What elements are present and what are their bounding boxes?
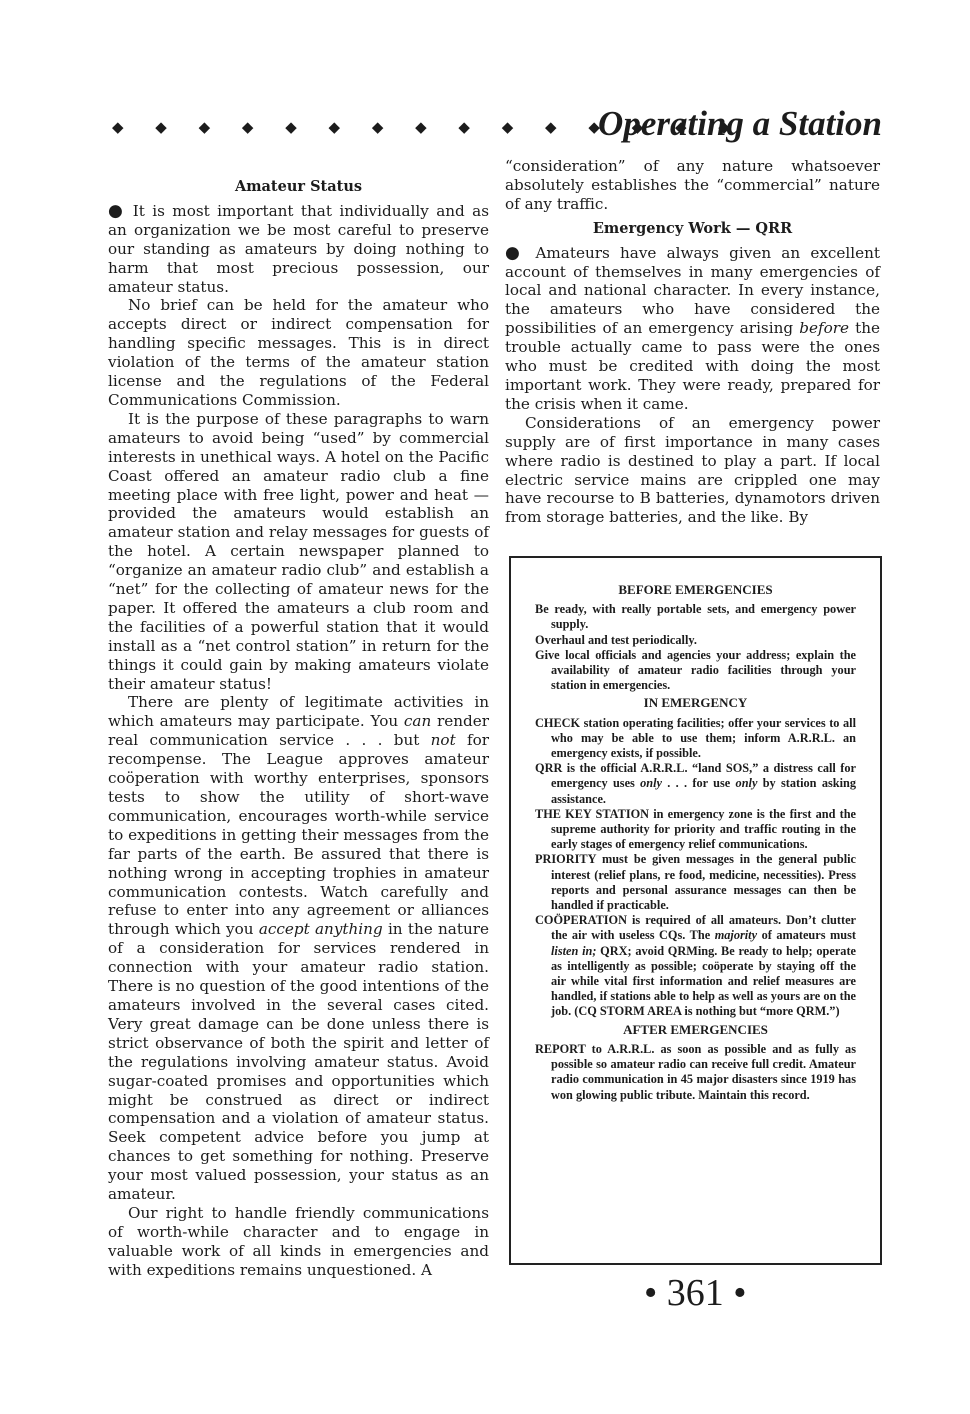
box-item: Be ready, with really portable sets, and emergency power supply. — [535, 602, 856, 632]
paragraph: “consideration” of any nature whatsoever absolutely establishes the “commercial” nature of any traffic. — [505, 157, 880, 213]
paragraph: ● Amateurs have always given an excellent account of themselves in many emergencies of local and national character. In every instance, the amateurs who have considered the possibilities of an emergency arising before the trouble actually came to pass were the ones who must be credited with doing the most important work. They were ready, prepared for the crisis when it came. — [505, 242, 880, 413]
left-column — [108, 172, 489, 1280]
paragraph: ● It is most important that individually and as an organization we be most careful to preserve our standing as amateurs by doing nothing to harm that most precious possession, our amateur status. — [108, 200, 490, 296]
box-item: QRR is the official A.R.R.L. “land SOS,” a distress call for emergency uses only . . . for use only by station asking assistance. — [535, 761, 856, 806]
page-number: • 361 • — [644, 1272, 747, 1314]
paragraph: There are plenty of legitimate activities in which amateurs may participate. You can render real communication service . . . but not for recompense. The League approves amateur coöperation with worthy enterprises, sponsors tests to show the utility of short-wave communication, encourages worth-while service to expeditions in getting their messages from the far parts of the earth. Be assured that there is nothing wrong in accepting trophies in amateur communication contests. Watch carefully and refuse to enter into any agreement or alliances through which you accept anything in the nature of a consideration for services rendered in connection with your amateur radio station. There is no question of the good intentions of the amateurs involved in the several cases cited. Very great damage can be done unless there is strict observance of both the spirit and letter of the regulations involving amateur status. Avoid sugar-coated promises and opportunities which might be construed as direct or indirect compensation and a violation of amateur status. Seek competent advice before you jump at chances to get something for nothing. Preserve your most valued possession, your status as an amateur. — [108, 693, 489, 1204]
paragraph: It is the purpose of these paragraphs to warn amateurs to avoid being “used” by commercial interests in unethical ways. A hotel on the Pacific Coast offered an amateur radio club a fine meeting place with free light, power and heat — provided the amateurs would establish an amateur station and relay messages for guests of the hotel. A certain newspaper planned to “organize an amateur radio club” and establish a “net” for the collecting of amateur news for the paper. It offered the amateurs a club room and the facilities of a powerful station that it would install as a “net control station” in return for the things it could gain by making amateurs violate their amateur status! — [108, 409, 489, 693]
paragraph: Considerations of an emergency power supply are of first importance in many cases where radio is destined to play a part. If local electric service mains are crippled one may have recourse to B batteries, dynamotors driven from storage batteries, and the like. By — [505, 413, 880, 527]
box-heading-after: AFTER EMERGENCIES — [623, 1021, 768, 1037]
emergency-checklist-box — [509, 556, 882, 1265]
heading-emergency-work: Emergency Work — QRR — [592, 219, 793, 237]
box-heading-in: IN EMERGENCY — [643, 695, 748, 711]
paragraph: No brief can be held for the amateur who accepts direct or indirect compensation for handling specific messages. This is in direct violation of the terms of the amateur station license and the regulations of the Federal Communications Commission. — [108, 296, 489, 409]
box-heading-before: BEFORE EMERGENCIES — [618, 582, 773, 597]
box-item: CHECK station operating facilities; offer your services to all who may be able to use them; inform A.R.R.L. an emergency exists, if possible. — [535, 715, 856, 761]
diamond-ornaments: ◆ ◆ ◆ ◆ ◆ ◆ ◆ ◆ ◆ ◆ ◆ ◆ ◆ ◆ ◆ — [112, 118, 744, 136]
heading-amateur-status: Amateur Status — [234, 178, 363, 195]
box-item: COÖPERATION is required of all amateurs. Don’t clutter the air with useless CQs. The majority of amateurs must listen in; QRX; avoid QRMing. Be ready to help; operate as intelligently as possible; coöperate by staying off the air while vital first information and relief measures are handled, if stations able to help as well as yours are on the job. (CQ STORM AREA is nothing but “more QRM.”) — [535, 913, 857, 1019]
box-item: PRIORITY must be given messages in the general public interest (relief plans, re food, medicine, necessities). Press reports and personal assurance messages can then be handled if practicable. — [535, 852, 856, 913]
page-header — [112, 104, 882, 150]
bullet-icon: ● — [108, 200, 126, 221]
box-item: THE KEY STATION in emergency zone is the first and the supreme authority for priority and traffic routing in the early stages of emergency relief communications. — [535, 806, 856, 852]
box-item: Overhaul and test periodically. — [535, 632, 697, 647]
right-column — [505, 157, 880, 527]
box-item: REPORT to A.R.R.L. as soon as possible and as fully as possible so amateur radio can receive full credit. Amateur radio communication in 45 major disasters since 1919 has won glowing public tribute. Maintain this record. — [535, 1041, 856, 1102]
box-item: Give local officials and agencies your address; explain the availability of amateur radio facilities through your station in emergencies. — [535, 647, 856, 693]
section-title: Operating a Station — [598, 104, 882, 143]
bullet-icon: ● — [505, 242, 526, 263]
paragraph: Our right to handle friendly communications of worth-while character and to engage in valuable work of all kinds in emergencies and with expeditions remains unquestioned. A — [108, 1203, 489, 1279]
